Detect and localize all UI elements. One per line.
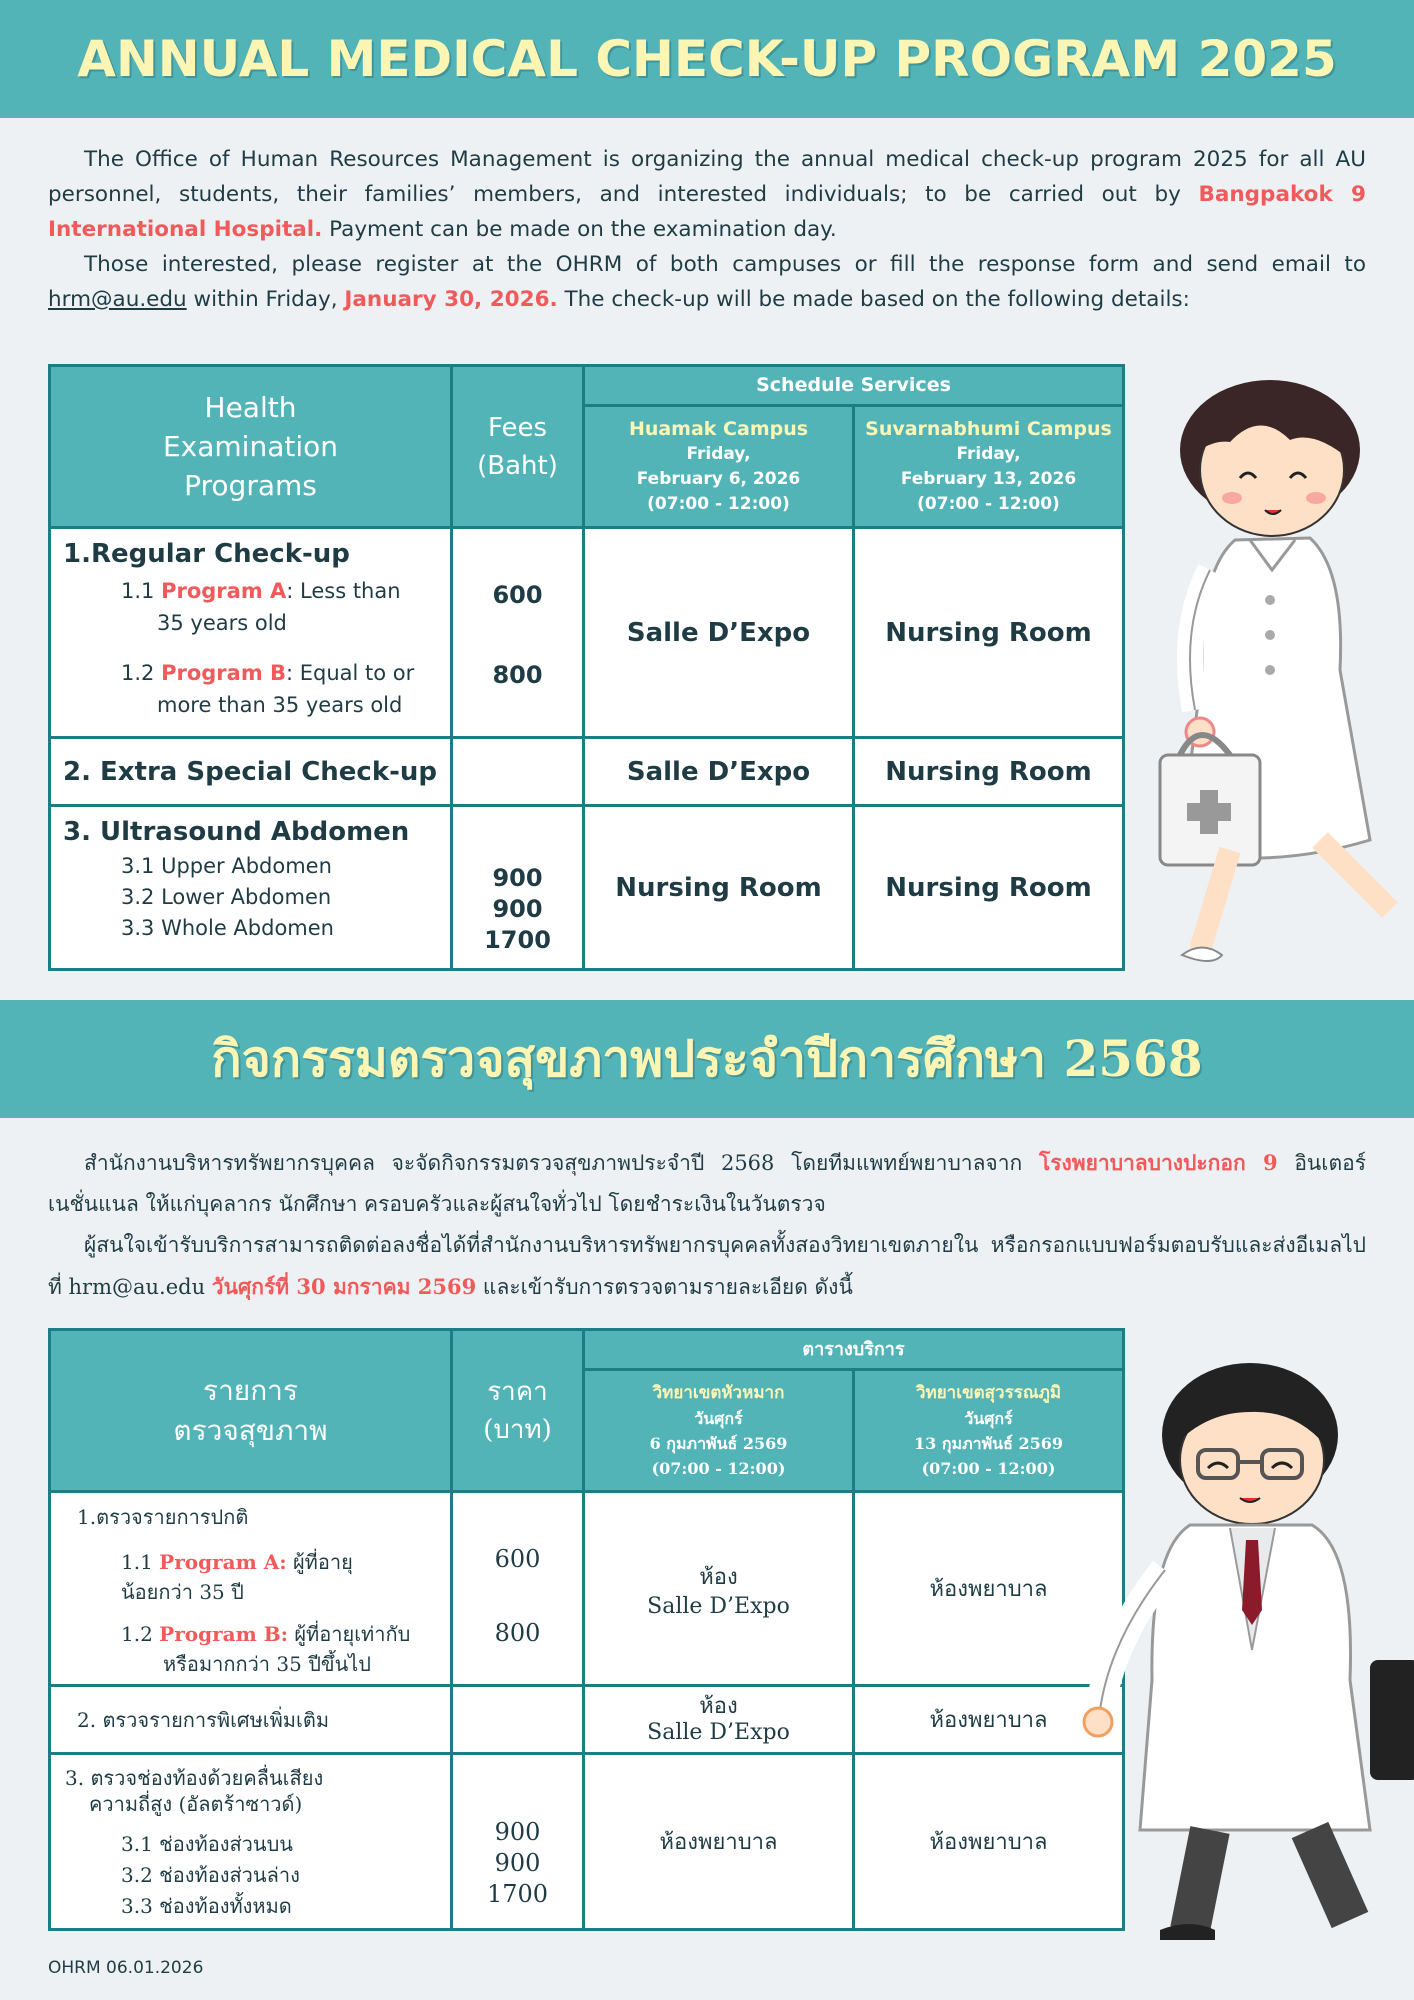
room-cell: Nursing Room <box>584 806 854 970</box>
nurse-illustration <box>1140 370 1414 980</box>
col-header-fees-th: ราคา (บาท) <box>452 1330 584 1492</box>
room-cell: ห้อง Salle D’Expo <box>584 1686 854 1754</box>
doctor-illustration <box>1080 1350 1414 1950</box>
room-cell: ห้องพยาบาล <box>584 1754 854 1930</box>
hospital-name-en: Bangpakok 9 International Hospital. <box>48 182 1366 242</box>
room-cell: Nursing Room <box>854 528 1124 738</box>
program-cell: 2. ตรวจรายการพิเศษเพิ่มเติม <box>50 1686 452 1754</box>
campus-header-huamak-th: วิทยาเขตหัวหมาก วันศุกร์ 6 กุมภาพันธ์ 2569 (07:00 - 12:00) <box>584 1370 854 1492</box>
fee-cell: 600 800 <box>452 1492 584 1686</box>
intro-th-text: สำนักงานบริหารทรัพยากรบุคคล จะจัดกิจกรรมตรวจสุขภาพประจำปี 2568 โดยทีมแพทย์พยาบาลจาก <box>84 1151 1039 1175</box>
campus-header-suvarnabhumi: Suvarnabhumi Campus Friday, February 13, 2026 (07:00 - 12:00) <box>854 406 1124 528</box>
room-cell: Salle D’Expo <box>584 528 854 738</box>
intro-en-text: Payment can be made on the examination day. <box>322 217 837 242</box>
room-cell: Nursing Room <box>854 738 1124 806</box>
page-title-en: ANNUAL MEDICAL CHECK-UP PROGRAM 2025 <box>77 30 1337 88</box>
fee-cell: 600 800 <box>452 528 584 738</box>
intro-th-text: และเข้ารับการตรวจตามรายละเอียด ดังนี้ <box>476 1275 853 1299</box>
room-cell: Nursing Room <box>854 806 1124 970</box>
fee-cell: 900 900 1700 <box>452 1754 584 1930</box>
program-cell: 1.ตรวจรายการปกติ 1.1 Program A: ผู้ที่อายุ น้อยกว่า 35 ปี 1.2 Program B: ผู้ที่อายุเท่ากับ หรือมากกว่า 35 ปีขึ้นไป <box>50 1492 452 1686</box>
col-header-program: Health Examination Programs <box>50 366 452 528</box>
intro-th-paragraph-1 <box>48 1142 1366 1225</box>
intro-en-paragraph-1 <box>48 142 1366 247</box>
email-link-en[interactable]: hrm@au.edu <box>48 287 187 312</box>
table-row <box>50 1686 1124 1754</box>
col-header-schedule: Schedule Services <box>584 366 1124 406</box>
intro-th <box>48 1142 1366 1308</box>
col-header-program-th: รายการ ตรวจสุขภาพ <box>50 1330 452 1492</box>
intro-en-text: The Office of Human Resources Management is organizing the annual medical check-up program 2025 for all AU personnel, students, their families’ members, and interested individuals; to be carried out by <box>48 147 1366 207</box>
campus-header-huamak: Huamak Campus Friday, February 6, 2026 (07:00 - 12:00) <box>584 406 854 528</box>
footer-code: OHRM 06.01.2026 <box>48 1958 204 1978</box>
intro-en <box>48 142 1366 317</box>
room-cell: ห้องพยาบาล <box>854 1686 1124 1754</box>
intro-th-paragraph-2 <box>48 1225 1366 1308</box>
deadline-date-en: January 30, 2026. <box>344 287 558 312</box>
schedule-table-en <box>48 364 1125 971</box>
room-cell: ห้องพยาบาล <box>854 1754 1124 1930</box>
title-banner-en <box>0 0 1414 118</box>
col-header-schedule-th: ตารางบริการ <box>584 1330 1124 1370</box>
intro-th-text: ผู้สนใจเข้ารับบริการสามารถติดต่อลงชื่อได้ที่สำนักงานบริหารทรัพยากรบุคคลทั้งสองวิทยาเขตภายใน หรือกรอกแบบฟอร์มตอบรับและส่งอีเมลไปที่ hrm@au.edu <box>48 1233 1366 1299</box>
fee-cell: 900 900 1700 <box>452 806 584 970</box>
program-cell: 2. Extra Special Check-up <box>50 738 452 806</box>
page-title-th: กิจกรรมตรวจสุขภาพประจำปีการศึกษา 2568 <box>211 1028 1203 1088</box>
room-cell: Salle D’Expo <box>584 738 854 806</box>
intro-th-text: อินเตอร์เนชั่นแนล ให้แก่บุคลากร นักศึกษา ครอบครัวและผู้สนใจทั่วไป โดยชำระเงินในวันตรวจ <box>48 1151 1366 1216</box>
program-cell: 3. ตรวจช่องท้องด้วยคลื่นเสียง ความถี่สูง (อัลตร้าซาวด์) 3.1 ช่องท้องส่วนบน 3.2 ช่องท้องส่วนล่าง 3.3 ช่องท้องทั้งหมด <box>50 1754 452 1930</box>
table-row <box>50 1492 1124 1686</box>
intro-en-text: The check-up will be made based on the following details: <box>557 287 1190 312</box>
col-header-fees: Fees (Baht) <box>452 366 584 528</box>
fee-cell <box>452 738 584 806</box>
table-row <box>50 738 1124 806</box>
program-cell: 3. Ultrasound Abdomen 3.1 Upper Abdomen 3.2 Lower Abdomen 3.3 Whole Abdomen <box>50 806 452 970</box>
intro-en-paragraph-2 <box>48 247 1366 317</box>
deadline-date-th: วันศุกร์ที่ 30 มกราคม 2569 <box>211 1274 477 1299</box>
fee-cell <box>452 1686 584 1754</box>
intro-en-text: Those interested, please register at the OHRM of both campuses or fill the response form and send email to <box>84 252 1366 277</box>
title-banner-th <box>0 1000 1414 1118</box>
table-row <box>50 806 1124 970</box>
table-row <box>50 1754 1124 1930</box>
campus-header-suvarnabhumi-th: วิทยาเขตสุวรรณภูมิ วันศุกร์ 13 กุมภาพันธ์ 2569 (07:00 - 12:00) <box>854 1370 1124 1492</box>
room-cell: ห้องพยาบาล <box>854 1492 1124 1686</box>
room-cell: ห้อง Salle D’Expo <box>584 1492 854 1686</box>
table-row <box>50 528 1124 738</box>
hospital-name-th: โรงพยาบาลบางปะกอก 9 <box>1038 1150 1278 1175</box>
program-cell: 1.Regular Check-up 1.1 Program A: Less than 35 years old 1.2 Program B: Equal to or more than 35 years old <box>50 528 452 738</box>
intro-en-text: within Friday, <box>186 287 345 312</box>
schedule-table-th <box>48 1328 1125 1931</box>
